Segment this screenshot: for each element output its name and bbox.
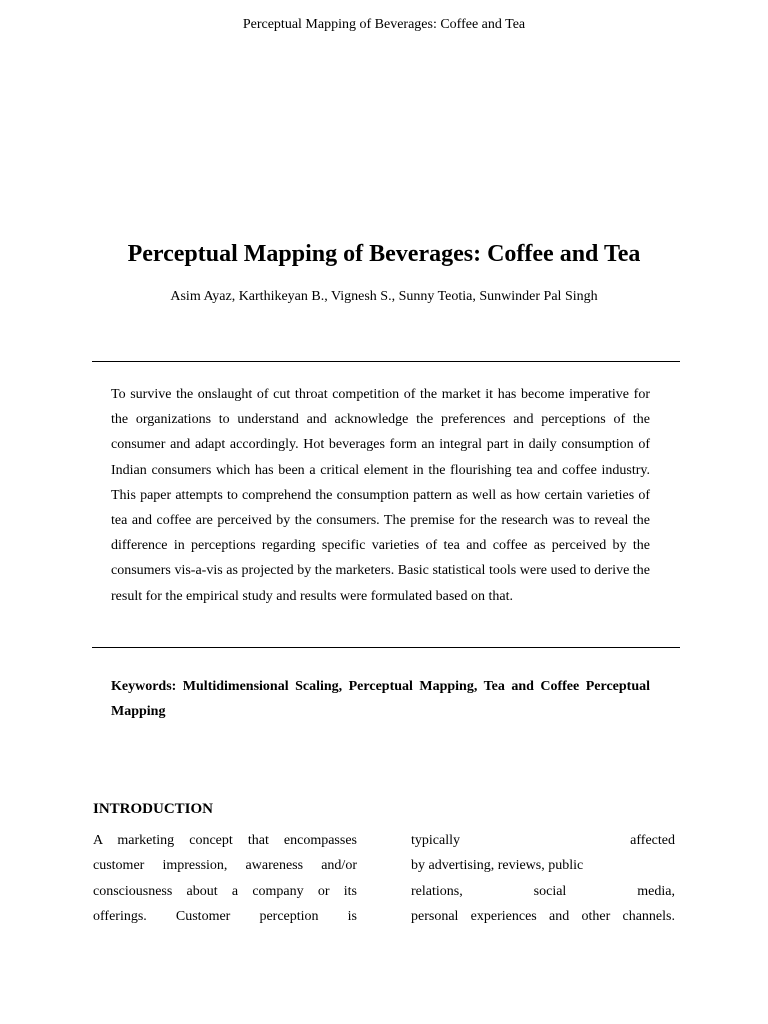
text-line: offerings. Customer perception is bbox=[93, 909, 357, 925]
section-heading-introduction: INTRODUCTION bbox=[93, 801, 214, 817]
author-list: Asim Ayaz, Karthikeyan B., Vignesh S., Sunny Teotia, Sunwinder Pal Singh bbox=[170, 289, 598, 304]
running-header: Perceptual Mapping of Beverages: Coffee and Tea bbox=[242, 17, 526, 32]
abstract-bottom-rule bbox=[92, 647, 680, 648]
text-line: by advertising, reviews, public bbox=[411, 858, 584, 874]
keywords-text: Keywords: Multidimensional Scaling, Perceptual Mapping, Tea and Coffee Perceptual Mapping bbox=[111, 679, 650, 719]
text-line: typically affected bbox=[411, 833, 675, 848]
introduction-right-column bbox=[411, 828, 675, 930]
abstract-text: To survive the onslaught of cut throat competition of the market it has become imperative for the organizations to understand and acknowledge the preferences and perceptions of the consumer and adapt accordingly. Hot beverages form an integral part in daily consumption of Indian consumers which has been a critical element in the flourishing tea and coffee industry. This paper attempts to comprehend the consumption pattern as well as how certain varieties of tea and coffee are perceived by the consumers. The premise for the research was to reveal the difference in perceptions regarding specific varieties of tea and coffee as perceived by the consumers vis-a-vis as projected by the marketers. Basic statistical tools were used to derive the result for the empirical study and results were formulated based on that. bbox=[111, 387, 650, 604]
text-line: personal experiences and other channels. bbox=[411, 909, 675, 925]
text-line: relations, social media, bbox=[411, 883, 675, 899]
paper-title: Perceptual Mapping of Beverages: Coffee and Tea bbox=[127, 241, 641, 267]
text-line: A marketing concept that encompasses bbox=[93, 833, 357, 848]
introduction-left-column bbox=[93, 828, 357, 930]
abstract-top-rule bbox=[92, 361, 680, 362]
text-line: customer impression, awareness and/or bbox=[93, 858, 357, 874]
text-line: consciousness about a company or its bbox=[93, 883, 357, 899]
